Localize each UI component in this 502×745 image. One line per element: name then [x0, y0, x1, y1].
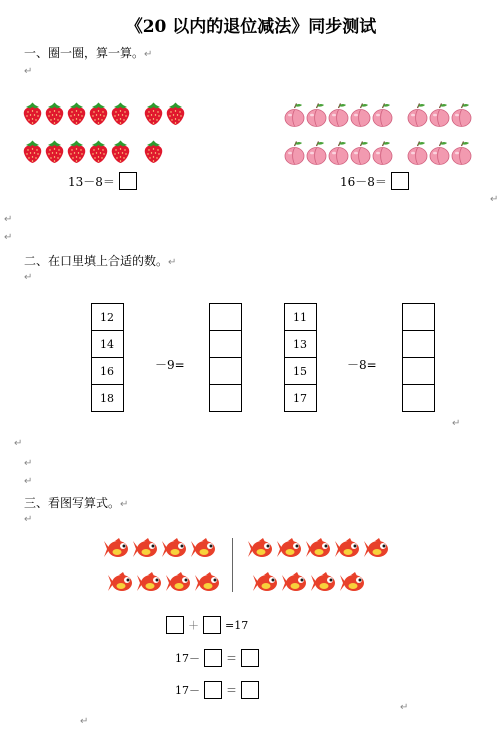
fish-icon — [334, 538, 361, 560]
section2-heading: 二、在口里填上合适的数。↵ — [24, 254, 177, 268]
return-mark: ↵ — [144, 49, 153, 60]
fish-icon — [339, 572, 366, 594]
return-mark: ↵ — [24, 476, 33, 487]
strawberry-icon — [22, 140, 43, 164]
strawberry-icon — [110, 140, 131, 164]
peach-icon — [284, 103, 305, 127]
divider-line — [232, 538, 233, 592]
section3-heading: 三、看图写算式。↵ — [24, 496, 129, 510]
fish-icon — [165, 572, 192, 594]
fish-row — [103, 538, 217, 560]
peach-icon — [429, 141, 450, 165]
fish-icon — [276, 538, 303, 560]
peach-icon — [284, 141, 305, 165]
peach-group — [284, 103, 472, 127]
strawberry-group — [22, 102, 186, 126]
strawberry-icon — [88, 140, 109, 164]
number-cell: 16 — [92, 358, 124, 385]
return-mark: ↵ — [24, 66, 33, 77]
number-column-right — [284, 303, 317, 412]
peach-icon — [372, 141, 393, 165]
strawberry-icon — [44, 140, 65, 164]
fish-icon — [103, 538, 130, 560]
return-mark: ↵ — [80, 716, 89, 727]
fish-row — [252, 572, 366, 594]
answer-cell[interactable] — [403, 358, 435, 385]
operator-label: －8= — [347, 358, 377, 372]
fish-row — [247, 538, 390, 560]
answer-cell[interactable] — [210, 385, 242, 412]
number-cell: 12 — [92, 304, 124, 331]
peach-icon — [350, 141, 371, 165]
peach-row — [284, 141, 472, 165]
answer-box[interactable] — [241, 681, 259, 699]
answer-box[interactable] — [119, 172, 137, 190]
answer-box[interactable] — [391, 172, 409, 190]
strawberry-icon — [165, 102, 186, 126]
peach-icon — [306, 103, 327, 127]
peach-icon — [328, 103, 349, 127]
return-mark: ↵ — [14, 438, 23, 449]
peach-icon — [407, 141, 428, 165]
return-mark: ↵ — [400, 702, 409, 713]
answer-cell[interactable] — [210, 304, 242, 331]
fish-icon — [252, 572, 279, 594]
fish-row — [107, 572, 221, 594]
peach-icon — [451, 103, 472, 127]
strawberry-icon — [44, 102, 65, 126]
answer-box[interactable] — [204, 649, 222, 667]
fish-icon — [190, 538, 217, 560]
equation-3: 17－ ＝ — [175, 681, 259, 699]
answer-box[interactable] — [203, 616, 221, 634]
peach-icon — [328, 141, 349, 165]
strawberry-icon — [22, 102, 43, 126]
fish-icon — [247, 538, 274, 560]
strawberry-group — [22, 140, 164, 164]
return-mark: ↵ — [452, 418, 461, 429]
peach-icon — [372, 103, 393, 127]
equation-left: 13－8＝ — [68, 172, 137, 190]
return-mark: ↵ — [4, 214, 13, 225]
number-cell: 11 — [285, 304, 317, 331]
number-cell: 17 — [285, 385, 317, 412]
return-mark: ↵ — [24, 514, 33, 525]
strawberry-icon — [66, 102, 87, 126]
peach-group — [284, 141, 472, 165]
fish-icon — [281, 572, 308, 594]
return-mark: ↵ — [4, 232, 13, 243]
return-mark: ↵ — [24, 272, 33, 283]
answer-box[interactable] — [204, 681, 222, 699]
fish-icon — [310, 572, 337, 594]
strawberry-icon — [88, 102, 109, 126]
number-column-left — [91, 303, 124, 412]
answer-box[interactable] — [241, 649, 259, 667]
answer-column-right — [402, 303, 435, 412]
fish-icon — [363, 538, 390, 560]
strawberry-row — [22, 102, 186, 126]
equation-1: ＋ =17 — [166, 616, 248, 634]
answer-cell[interactable] — [403, 385, 435, 412]
section1-heading: 一、圈一圈，算一算。↵ — [24, 46, 153, 60]
answer-cell[interactable] — [403, 331, 435, 358]
fish-icon — [132, 538, 159, 560]
fish-icon — [107, 572, 134, 594]
equation-2: 17－ ＝ — [175, 649, 259, 667]
number-cell: 15 — [285, 358, 317, 385]
strawberry-icon — [143, 102, 164, 126]
operator-label: －9= — [155, 358, 185, 372]
number-cell: 13 — [285, 331, 317, 358]
strawberry-icon — [66, 140, 87, 164]
peach-icon — [407, 103, 428, 127]
peach-icon — [350, 103, 371, 127]
page-title: 《20 以内的退位减法》同步测试 — [125, 17, 377, 37]
fish-icon — [136, 572, 163, 594]
number-cell: 18 — [92, 385, 124, 412]
number-cell: 14 — [92, 331, 124, 358]
strawberry-icon — [143, 140, 164, 164]
equation-right: 16－8＝ — [340, 172, 409, 190]
answer-cell[interactable] — [210, 358, 242, 385]
strawberry-icon — [110, 102, 131, 126]
answer-cell[interactable] — [210, 331, 242, 358]
answer-box[interactable] — [166, 616, 184, 634]
return-mark: ↵ — [24, 458, 33, 469]
peach-icon — [429, 103, 450, 127]
answer-cell[interactable] — [403, 304, 435, 331]
peach-row — [284, 103, 472, 127]
strawberry-row — [22, 140, 164, 164]
fish-icon — [194, 572, 221, 594]
peach-icon — [306, 141, 327, 165]
fish-icon — [305, 538, 332, 560]
return-mark: ↵ — [490, 194, 499, 205]
answer-column-left — [209, 303, 242, 412]
peach-icon — [451, 141, 472, 165]
fish-icon — [161, 538, 188, 560]
